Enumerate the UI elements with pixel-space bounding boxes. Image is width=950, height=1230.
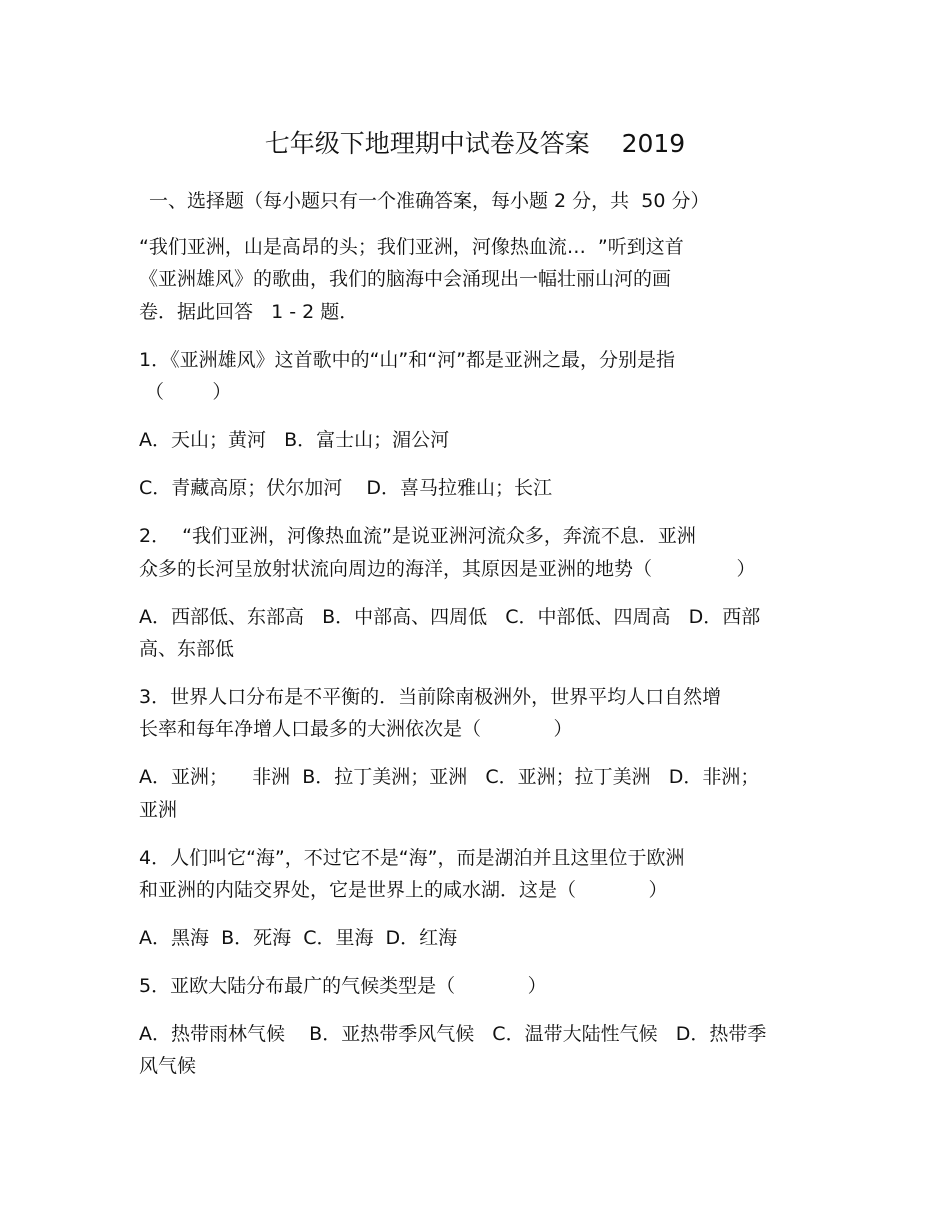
passage-line: “我们亚洲，山是高昂的头；我们亚洲，河像热血流… ”听到这首 [139, 236, 684, 258]
passage-line: 卷．据此回答 1 - 2 题． [139, 301, 359, 323]
question-3-stem: 长率和每年净增人口最多的大洲依次是（ ） [139, 718, 573, 740]
question-4-stem: 和亚洲的内陆交界处，它是世界上的咸水湖．这是（ ） [139, 879, 668, 901]
question-3-options: A．亚洲； 非洲 B．拉丁美洲；亚洲 C．亚洲；拉丁美洲 D．非洲； [139, 766, 760, 788]
section-header: 一、选择题（每小题只有一个准确答案，每小题 2 分，共 50 分） [149, 190, 710, 212]
question-1-stem: 1．《亚洲雄风》这首歌中的“山”和“河”都是亚洲之最，分别是指 [139, 349, 675, 371]
question-2-options: 高、东部低 [139, 638, 235, 660]
question-4-stem: 4．人们叫它“海”，不过它不是“海”，而是湖泊并且这里位于欧洲 [139, 847, 685, 869]
question-3-options: 亚洲 [139, 799, 178, 821]
question-5-options: A．热带雨林气候 B．亚热带季风气候 C．温带大陆性气候 D．热带季 [139, 1023, 767, 1045]
question-5-options: 风气候 [139, 1055, 197, 1077]
passage-line: 《亚洲雄风》的歌曲，我们的脑海中会涌现出一幅壮丽山河的画 [139, 268, 672, 290]
question-2-stem: 众多的长河呈放射状流向周边的海洋，其原因是亚洲的地势（ ） [139, 558, 756, 580]
question-3-stem: 3．世界人口分布是不平衡的．当前除南极洲外，世界平均人口自然增 [139, 686, 722, 708]
question-2-stem: 2． “我们亚洲，河像热血流”是说亚洲河流众多，奔流不息．亚洲 [139, 525, 696, 547]
question-1-options-ab: A．天山；黄河 B．富士山；湄公河 [139, 429, 450, 451]
question-4-options: A．黑海 B．死海 C．里海 D．红海 [139, 927, 458, 949]
document-title: 七年级下地理期中试卷及答案 2019 [264, 129, 686, 158]
question-5-stem: 5．亚欧大陆分布最广的气候类型是（ ） [139, 975, 547, 997]
question-1-blank: （ ） [139, 381, 232, 403]
question-2-options: A．西部低、东部高 B．中部高、四周低 C．中部低、四周高 D．西部 [139, 606, 761, 628]
question-1-options-cd: C．青藏高原；伏尔加河 D．喜马拉雅山；长江 [139, 477, 553, 499]
